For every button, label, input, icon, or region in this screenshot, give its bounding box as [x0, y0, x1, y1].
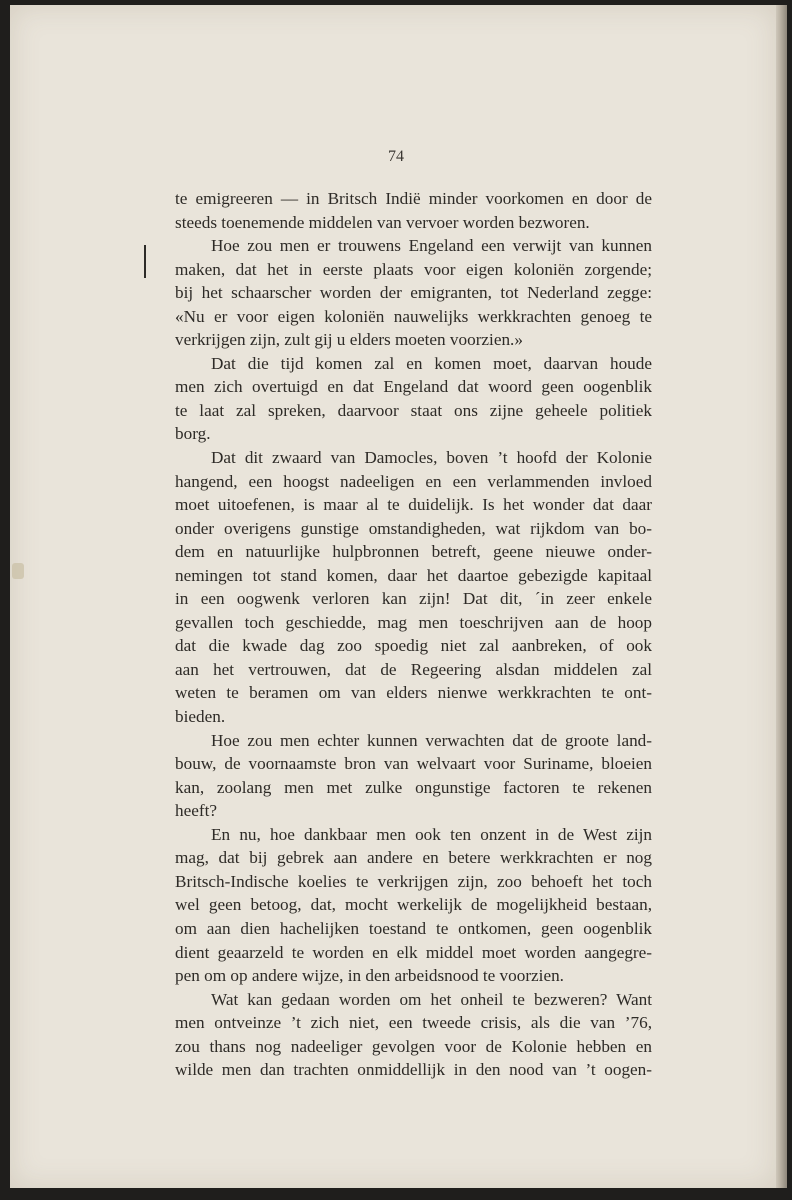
paragraph: [175, 823, 652, 988]
text-line: heeft?: [175, 801, 217, 821]
body-text: [175, 187, 652, 1082]
text-line: borg.: [175, 424, 211, 444]
text-line: mag, dat bij gebrek aan andere en betere werkkrachten er nog: [175, 848, 652, 868]
edge-stain: [12, 563, 24, 579]
text-line: hangend, een hoogst nadeeligen en een verlammenden invloed: [175, 471, 652, 491]
text-line: steeds toenemende middelen van vervoer worden bezworen.: [175, 212, 590, 232]
text-line: men zich overtuigd en dat Engeland dat woord geen oogenblik: [175, 377, 652, 397]
text-line: om aan dien hachelijken toestand te ontkomen, geen oogenblik: [175, 918, 652, 938]
text-line: zou thans nog nadeeliger gevolgen voor de Kolonie hebben en: [175, 1036, 652, 1056]
text-line: pen om op andere wijze, in den arbeidsnood te voorzien.: [175, 966, 564, 986]
text-line: «Nu er voor eigen koloniën nauwelijks werkkrachten genoeg te: [175, 306, 652, 326]
text-line: bouw, de voornaamste bron van welvaart voor Suriname, bloeien: [175, 754, 652, 774]
paragraph: [175, 187, 652, 234]
page-number: 74: [388, 148, 404, 165]
page-edge: [776, 5, 787, 1188]
paragraph: [175, 446, 652, 729]
text-line: Hoe zou men echter kunnen verwachten dat de groote land-: [211, 730, 652, 750]
text-line: moet uitoefenen, is maar al te duidelijk. Is het wonder dat daar: [175, 495, 652, 515]
text-line: dem en natuurlijke hulpbronnen betreft, geene nieuwe onder-: [175, 542, 652, 562]
text-line: gevallen toch geschiedde, mag men toeschrijven aan de hoop: [175, 612, 652, 632]
text-line: En nu, hoe dankbaar men ook ten onzent in de West zijn: [211, 824, 652, 844]
text-line: wel geen betoog, dat, mocht werkelijk de mogelijkheid bestaan,: [175, 895, 652, 915]
text-line: dat die kwade dag zoo spoedig niet zal aanbreken, of ook: [175, 636, 652, 656]
text-line: wilde men dan trachten onmiddellijk in den nood van ’t oogen-: [175, 1060, 652, 1080]
text-line: bij het schaarscher worden der emigranten, tot Nederland zegge:: [175, 283, 652, 303]
text-line: te emigreeren — in Britsch Indië minder voorkomen en door de: [175, 189, 652, 208]
paragraph: [175, 234, 652, 352]
text-line: men ontveinze ’t zich niet, een tweede crisis, als die van ’76,: [175, 1013, 652, 1033]
text-line: maken, dat het in eerste plaats voor eigen koloniën zorgende;: [175, 259, 652, 279]
text-line: aan het vertrouwen, dat de Regeering alsdan middelen zal: [175, 659, 652, 679]
paragraph: [175, 988, 652, 1082]
text-line: te laat zal spreken, daarvoor staat ons zijne geheele politiek: [175, 400, 652, 420]
text-line: onder overigens gunstige omstandigheden, wat rijkdom van bo-: [175, 518, 652, 538]
paragraph: [175, 352, 652, 446]
text-line: kan, zoolang men met zulke ongunstige factoren te rekenen: [175, 777, 652, 797]
margin-pencil-mark: [144, 245, 146, 278]
text-line: bieden.: [175, 707, 226, 727]
text-line: Britsch-Indische koelies te verkrijgen zijn, zoo behoeft het toch: [175, 871, 652, 891]
text-line: verkrijgen zijn, zult gij u elders moeten voorzien.»: [175, 330, 523, 350]
text-line: Dat dit zwaard van Damocles, boven ’t hoofd der Kolonie: [211, 448, 652, 468]
text-line: in een oogwenk verloren kan zijn! Dat dit, ´in zeer enkele: [175, 589, 652, 609]
text-line: Hoe zou men er trouwens Engeland een verwijt van kunnen: [211, 236, 652, 256]
text-line: nemingen tot stand komen, daar het daartoe gebezigde kapitaal: [175, 565, 652, 585]
text-line: weten te beramen om van elders nienwe werkkrachten te ont-: [175, 683, 652, 703]
text-line: Dat die tijd komen zal en komen moet, daarvan houde: [211, 353, 652, 373]
text-line: dient geaarzeld te worden en elk middel moet worden aangegre-: [175, 942, 652, 962]
text-line: Wat kan gedaan worden om het onheil te bezweren? Want: [211, 989, 652, 1009]
paragraph: [175, 729, 652, 823]
